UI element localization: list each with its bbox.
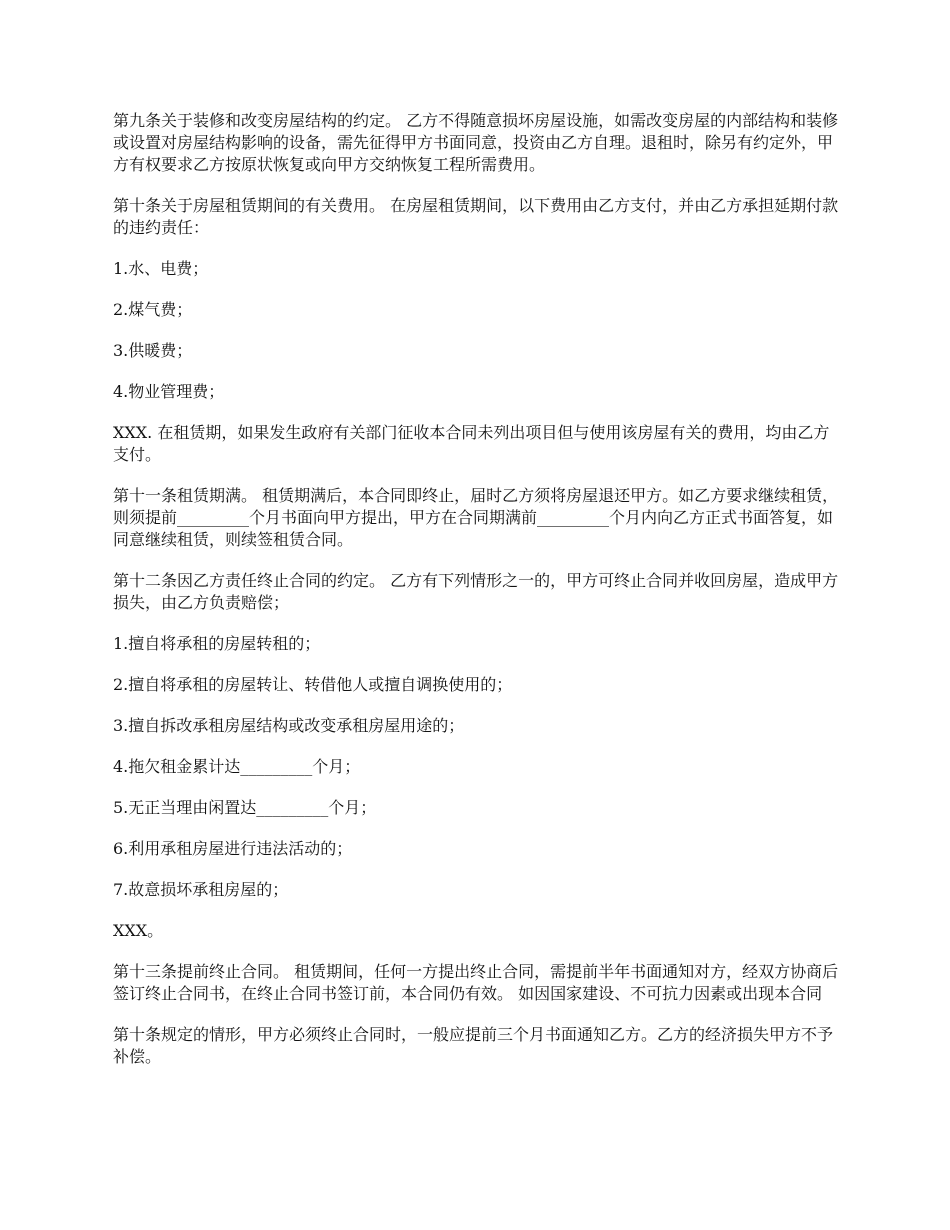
fee-item-heating: 3.供暖费； — [113, 341, 193, 360]
fee-item-other: XXX. 在租赁期，如果发生政府有关部门征收本合同未列出项目但与使用该房屋有关的费用，均由乙方支付。 — [113, 423, 830, 464]
termination-item-illegal-use: 6.利用承租房屋进行违法活动的； — [113, 839, 353, 858]
clause-11-lease-expiry: 第十一条租赁期满。 租赁期满后，本合同即终止，届时乙方须将房屋退还甲方。如乙方要求继续租赁，则须提前_________个月书面向甲方提出，甲方在合同期满前_________个月内向乙方正式书面答复，如同意继续租赁，则续签租赁合同。 — [113, 486, 839, 549]
clause-9-renovation: 第九条关于装修和改变房屋结构的约定。 乙方不得随意损坏房屋设施，如需改变房屋的内部结构和装修或设置对房屋结构影响的设备，需先征得甲方书面同意，投资由乙方自理。退租时，除另有约定外，甲方有权要求乙方按原状恢复或向甲方交纳恢复工程所需费用。 — [113, 111, 839, 174]
clause-10-fees: 第十条关于房屋租赁期间的有关费用。 在房屋租赁期间，以下费用由乙方支付，并由乙方承担延期付款的违约责任： — [113, 196, 839, 237]
termination-item-sublet: 1.擅自将承租的房屋转租的； — [113, 634, 321, 653]
termination-item-damage: 7.故意损坏承租房屋的； — [113, 880, 289, 899]
clause-13-early-termination: 第十三条提前终止合同。 租赁期间，任何一方提出终止合同，需提前半年书面通知对方，经双方协商后签订终止合同书，在终止合同书签订前，本合同仍有效。 如因国家建设、不可抗力因素或出现本合同 — [113, 962, 839, 1003]
clause-12-termination-by-tenant-fault: 第十二条因乙方责任终止合同的约定。 乙方有下列情形之一的，甲方可终止合同并收回房屋，造成甲方损失，由乙方负责赔偿； — [113, 571, 839, 612]
termination-item-rent-arrears: 4.拖欠租金累计达_________个月； — [113, 757, 361, 776]
fee-item-gas: 2.煤气费； — [113, 300, 193, 319]
termination-item-alteration: 3.擅自拆改承租房屋结构或改变承租房屋用途的； — [113, 716, 465, 735]
fee-item-property-management: 4.物业管理费； — [113, 382, 225, 401]
termination-item-transfer: 2.擅自将承租的房屋转让、转借他人或擅自调换使用的； — [113, 675, 513, 694]
termination-item-other: XXX。 — [113, 921, 164, 940]
termination-item-idle: 5.无正当理由闲置达_________个月； — [113, 798, 377, 817]
fee-item-water-electricity: 1.水、电费； — [113, 259, 209, 278]
document-body — [113, 110, 840, 1087]
clause-13-continuation: 第十条规定的情形，甲方必须终止合同时，一般应提前三个月书面通知乙方。乙方的经济损失甲方不予补偿。 — [113, 1025, 834, 1066]
